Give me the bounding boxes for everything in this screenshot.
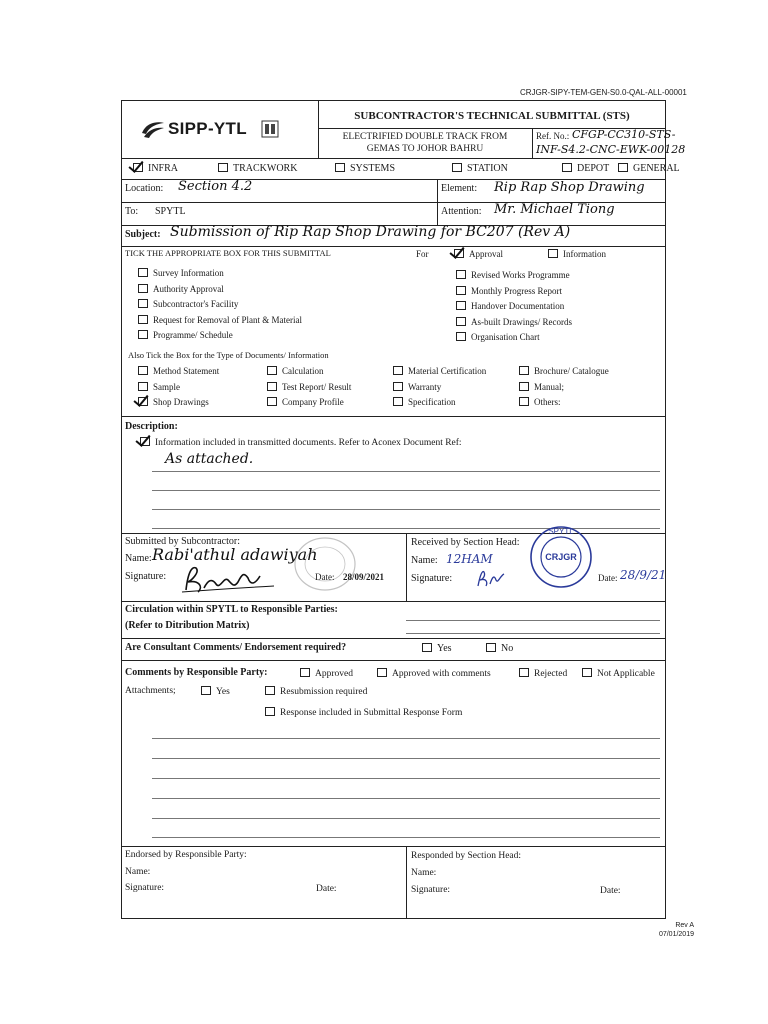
- doctype-method-statement-option[interactable]: [138, 366, 219, 376]
- doctype-others-checkbox[interactable]: [519, 397, 529, 406]
- consultant-yes-option[interactable]: [422, 643, 452, 654]
- discipline-infra-checkbox[interactable]: [133, 163, 143, 172]
- consultant-yes-checkbox[interactable]: [422, 643, 432, 652]
- endorsed-date-label: Date:: [316, 884, 337, 894]
- submitted-name-value: Rabi'athul adawiyah: [152, 545, 318, 564]
- endorsed-name-label: Name:: [125, 867, 151, 877]
- doctype-material-certification-option[interactable]: [393, 366, 486, 376]
- submitted-name-label: Name:: [125, 553, 152, 564]
- comments-rejected-option[interactable]: [519, 668, 567, 679]
- submittal-request-for-removal-of-plant-material-checkbox[interactable]: [138, 315, 148, 324]
- project-line-2: GEMAS TO JOHOR BAHRU: [366, 144, 484, 154]
- submittal-monthly-progress-report-checkbox[interactable]: [456, 286, 466, 295]
- discipline-depot-option[interactable]: [562, 163, 609, 174]
- doctype-shop-drawings-label: Shop Drawings: [153, 397, 209, 407]
- description-checkbox[interactable]: [140, 437, 150, 446]
- submittal-authority-approval-label: Authority Approval: [153, 283, 224, 294]
- submittal-organisation-chart-label: Organisation Chart: [471, 332, 540, 342]
- consultant-no-label: No: [501, 643, 514, 654]
- attachments-yes-checkbox[interactable]: [201, 686, 211, 695]
- submittal-handover-documentation-checkbox[interactable]: [456, 301, 466, 310]
- submittal-handover-documentation-option[interactable]: [456, 301, 564, 311]
- submittal-as-built-drawings-records-label: As-built Drawings/ Records: [471, 316, 572, 327]
- submitted-date-value: 28/09/2021: [343, 572, 385, 582]
- submitter-signature-icon: [178, 562, 278, 596]
- attachments-label: Attachments;: [125, 686, 176, 696]
- resubmission-checkbox[interactable]: [265, 686, 275, 695]
- submittal-monthly-progress-report-label: Monthly Progress Report: [471, 285, 562, 296]
- doctype-specification-checkbox[interactable]: [393, 397, 403, 406]
- submittal-programme-schedule-label: Programme/ Schedule: [153, 330, 233, 340]
- discipline-systems-option[interactable]: [335, 163, 395, 174]
- responded-signature-label: Signature:: [411, 885, 451, 895]
- submittal-survey-information-checkbox[interactable]: [138, 268, 148, 277]
- submittal-subcontractor-s-facility-checkbox[interactable]: [138, 299, 148, 308]
- doctype-manual-option[interactable]: [519, 382, 564, 392]
- submittal-left-list: [138, 268, 398, 348]
- doctype-calculation-label: Calculation: [282, 366, 324, 376]
- discipline-infra-label: INFRA: [148, 163, 179, 174]
- submittal-as-built-drawings-records-option[interactable]: [456, 317, 572, 327]
- to-value: SPYTL: [155, 206, 186, 217]
- company-logo: [140, 116, 300, 144]
- stamp-top-text: SPYTL: [548, 527, 574, 536]
- doctype-calculation-checkbox[interactable]: [267, 366, 277, 375]
- comments-rejected-label: Rejected: [534, 669, 568, 679]
- circulation-line-1: Circulation within SPYTL to Responsible Parties:: [125, 604, 338, 615]
- footer-rev: Rev A: [675, 922, 694, 929]
- to-label: To:: [125, 206, 139, 217]
- submittal-request-for-removal-of-plant-material-label: Request for Removal of Plant & Material: [153, 314, 302, 325]
- document-code: CRJGR-SIPY-TEM-GEN-S0.0-QAL-ALL-00001: [520, 88, 687, 97]
- received-signature-label: Signature:: [411, 573, 453, 584]
- consultant-no-option[interactable]: [486, 643, 513, 654]
- discipline-systems-label: SYSTEMS: [350, 163, 396, 174]
- comments-options: [300, 668, 666, 680]
- discipline-depot-checkbox[interactable]: [562, 163, 572, 172]
- consultant-yes-label: Yes: [437, 643, 452, 654]
- tick-instruction: TICK THE APPROPRIATE BOX FOR THIS SUBMITTAL: [125, 248, 331, 258]
- discipline-station-label: STATION: [467, 163, 508, 174]
- doc-type-grid: [138, 366, 658, 414]
- submitter-stamp-icon: [290, 534, 360, 594]
- discipline-systems-checkbox[interactable]: [335, 163, 345, 172]
- ytl-crest-icon: [260, 119, 280, 139]
- discipline-depot-label: DEPOT: [577, 163, 610, 174]
- submittal-revised-works-programme-option[interactable]: [456, 270, 570, 280]
- doctype-warranty-checkbox[interactable]: [393, 382, 403, 391]
- doctype-calculation-option[interactable]: [267, 366, 324, 376]
- ref-value-line-1: CFGP-CC310-STS-: [572, 128, 676, 141]
- doctype-sample-option[interactable]: [138, 382, 180, 392]
- purpose-options: [440, 249, 660, 261]
- receiver-signature-icon: [474, 566, 508, 590]
- doctype-brochure-catalogue-label: Brochure/ Catalogue: [534, 366, 609, 376]
- submittal-programme-schedule-checkbox[interactable]: [138, 330, 148, 339]
- project-name: [318, 131, 532, 155]
- purpose-approval-label: Approval: [469, 249, 503, 259]
- comments-approved-checkbox[interactable]: [300, 668, 310, 677]
- discipline-trackwork-checkbox[interactable]: [218, 163, 228, 172]
- project-line-1: ELECTRIFIED DOUBLE TRACK FROM: [342, 132, 508, 142]
- circulation-line-2: (Refer to Ditribution Matrix): [125, 620, 250, 631]
- description-label: Description:: [125, 421, 178, 432]
- discipline-general-option[interactable]: [618, 163, 680, 174]
- submittal-revised-works-programme-checkbox[interactable]: [456, 270, 466, 279]
- discipline-general-label: GENERAL: [633, 163, 680, 174]
- doctype-method-statement-checkbox[interactable]: [138, 366, 148, 375]
- consultant-no-checkbox[interactable]: [486, 643, 496, 652]
- comments-not-applicable-label: Not Applicable: [597, 669, 655, 679]
- responded-date-label: Date:: [600, 886, 621, 896]
- element-value: Rip Rap Shop Drawing: [494, 180, 645, 195]
- discipline-infra-option[interactable]: [133, 163, 178, 174]
- doctype-brochure-catalogue-checkbox[interactable]: [519, 366, 529, 375]
- submittal-revised-works-programme-label: Revised Works Programme: [471, 270, 570, 280]
- resubmission-text: Resubmission required: [280, 687, 368, 697]
- doctype-shop-drawings-checkbox[interactable]: [138, 397, 148, 406]
- for-label: For: [416, 249, 429, 259]
- doctype-sample-checkbox[interactable]: [138, 382, 148, 391]
- doctype-manual-checkbox[interactable]: [519, 382, 529, 391]
- doctype-warranty-label: Warranty: [408, 381, 442, 392]
- resubmission-option[interactable]: [265, 686, 367, 697]
- discipline-general-checkbox[interactable]: [618, 163, 628, 172]
- response-option[interactable]: [265, 707, 462, 718]
- submittal-monthly-progress-report-option[interactable]: [456, 286, 562, 296]
- stamp-center-text: CRJGR: [545, 552, 577, 562]
- submittal-authority-approval-checkbox[interactable]: [138, 284, 148, 293]
- submitted-signature-label: Signature:: [125, 571, 167, 582]
- endorsed-signature-label: Signature:: [125, 883, 165, 893]
- comments-approved-with-comments-label: Approved with comments: [392, 669, 491, 679]
- doctype-others-label: Others:: [534, 397, 561, 407]
- doctype-material-certification-checkbox[interactable]: [393, 366, 403, 375]
- endorsed-label: Endorsed by Responsible Party:: [125, 850, 247, 860]
- submittal-survey-information-option[interactable]: [138, 268, 224, 278]
- received-date-value: 28/9/21: [620, 568, 667, 582]
- description-info: [140, 437, 462, 448]
- submittal-request-for-removal-of-plant-material-option[interactable]: [138, 315, 302, 325]
- doctype-company-profile-label: Company Profile: [282, 397, 344, 407]
- submittal-organisation-chart-checkbox[interactable]: [456, 332, 466, 341]
- purpose-approval-option[interactable]: [454, 249, 503, 259]
- submitted-label: Submitted by Subcontractor:: [125, 536, 240, 547]
- submittal-authority-approval-option[interactable]: [138, 284, 224, 294]
- responded-name-label: Name:: [411, 868, 437, 878]
- doctype-specification-option[interactable]: [393, 397, 455, 407]
- doctype-shop-drawings-option[interactable]: [138, 397, 209, 407]
- doctype-warranty-option[interactable]: [393, 382, 441, 392]
- doctype-method-statement-label: Method Statement: [153, 366, 220, 376]
- ref-value-line-2: INF-S4.2-CNC-EWK-00128: [536, 143, 686, 156]
- submittal-right-list: [456, 270, 656, 350]
- consultant-question: Are Consultant Comments/ Endorsement required?: [125, 642, 347, 653]
- subject-label: Subject:: [125, 229, 161, 240]
- purpose-approval-checkbox[interactable]: [454, 249, 464, 258]
- comments-approved-label: Approved: [315, 669, 353, 679]
- doctype-test-report-result-option[interactable]: [267, 382, 351, 392]
- logo-mark-icon: [140, 119, 166, 141]
- location-value: Section 4.2: [178, 179, 253, 194]
- comments-label: Comments by Responsible Party:: [125, 667, 268, 678]
- description-info-text: Information included in transmitted documents. Refer to Aconex Document Ref:: [155, 438, 462, 448]
- purpose-information-checkbox[interactable]: [548, 249, 558, 258]
- subject-value: Submission of Rip Rap Shop Drawing for BC207 (Rev A): [170, 224, 571, 240]
- comments-approved-with-comments-checkbox[interactable]: [377, 668, 387, 677]
- submitted-date-label: Date:: [315, 572, 335, 582]
- purpose-information-label: Information: [563, 249, 606, 259]
- doctype-specification-label: Specification: [408, 397, 456, 407]
- response-checkbox[interactable]: [265, 707, 275, 716]
- responded-label: Responded by Section Head:: [411, 851, 522, 861]
- discipline-station-checkbox[interactable]: [452, 163, 462, 172]
- response-text: Response included in Submittal Response Form: [280, 708, 463, 718]
- received-label: Received by Section Head:: [411, 537, 520, 548]
- discipline-station-option[interactable]: [452, 163, 508, 174]
- doctype-sample-label: Sample: [153, 381, 180, 392]
- element-label: Element:: [441, 183, 478, 194]
- footer-date: 07/01/2019: [658, 931, 694, 938]
- submittal-as-built-drawings-records-checkbox[interactable]: [456, 317, 466, 326]
- comments-not-applicable-option[interactable]: [582, 668, 655, 679]
- received-name-label: Name:: [411, 555, 438, 566]
- consultant-options: [422, 643, 622, 655]
- doctype-brochure-catalogue-option[interactable]: [519, 366, 609, 376]
- discipline-row: [121, 159, 680, 179]
- doctype-company-profile-checkbox[interactable]: [267, 397, 277, 406]
- comments-approved-with-comments-option[interactable]: [377, 668, 491, 679]
- received-date-label: Date:: [598, 573, 618, 583]
- doctype-test-report-result-label: Test Report/ Result: [282, 381, 352, 392]
- submittal-programme-schedule-option[interactable]: [138, 330, 233, 340]
- attention-value: Mr. Michael Tiong: [494, 202, 615, 217]
- doctype-material-certification-label: Material Certification: [408, 366, 487, 376]
- doctype-manual-label: Manual;: [534, 381, 564, 392]
- doc-type-label: Also Tick the Box for the Type of Documents/ Information: [128, 350, 329, 360]
- section-stamp: [526, 522, 596, 592]
- attention-label: Attention:: [441, 206, 482, 217]
- submittal-organisation-chart-option[interactable]: [456, 332, 540, 342]
- submittal-subcontractor-s-facility-option[interactable]: [138, 299, 238, 309]
- doctype-others-option[interactable]: [519, 397, 561, 407]
- attachments-yes-option[interactable]: [201, 686, 230, 697]
- received-name-value: 12HAM: [446, 552, 493, 566]
- submittal-subcontractor-s-facility-label: Subcontractor's Facility: [153, 299, 239, 309]
- comments-not-applicable-checkbox[interactable]: [582, 668, 592, 677]
- doctype-test-report-result-checkbox[interactable]: [267, 382, 277, 391]
- discipline-trackwork-option[interactable]: [218, 163, 297, 174]
- form-title: SUBCONTRACTOR'S TECHNICAL SUBMITTAL (STS): [354, 110, 630, 122]
- submittal-survey-information-label: Survey Information: [153, 268, 224, 278]
- attachments-yes-text: Yes: [216, 687, 230, 697]
- comments-rejected-checkbox[interactable]: [519, 668, 529, 677]
- description-handwritten: As attached.: [165, 451, 254, 467]
- discipline-trackwork-label: TRACKWORK: [233, 163, 298, 174]
- submittal-handover-documentation-label: Handover Documentation: [471, 301, 565, 311]
- doctype-company-profile-option[interactable]: [267, 397, 344, 407]
- logo-text: SIPP-YTL: [168, 119, 247, 138]
- ref-label: Ref. No.:: [536, 131, 570, 141]
- location-label: Location:: [125, 183, 164, 194]
- purpose-information-option[interactable]: [548, 249, 606, 259]
- comments-approved-option[interactable]: [300, 668, 353, 679]
